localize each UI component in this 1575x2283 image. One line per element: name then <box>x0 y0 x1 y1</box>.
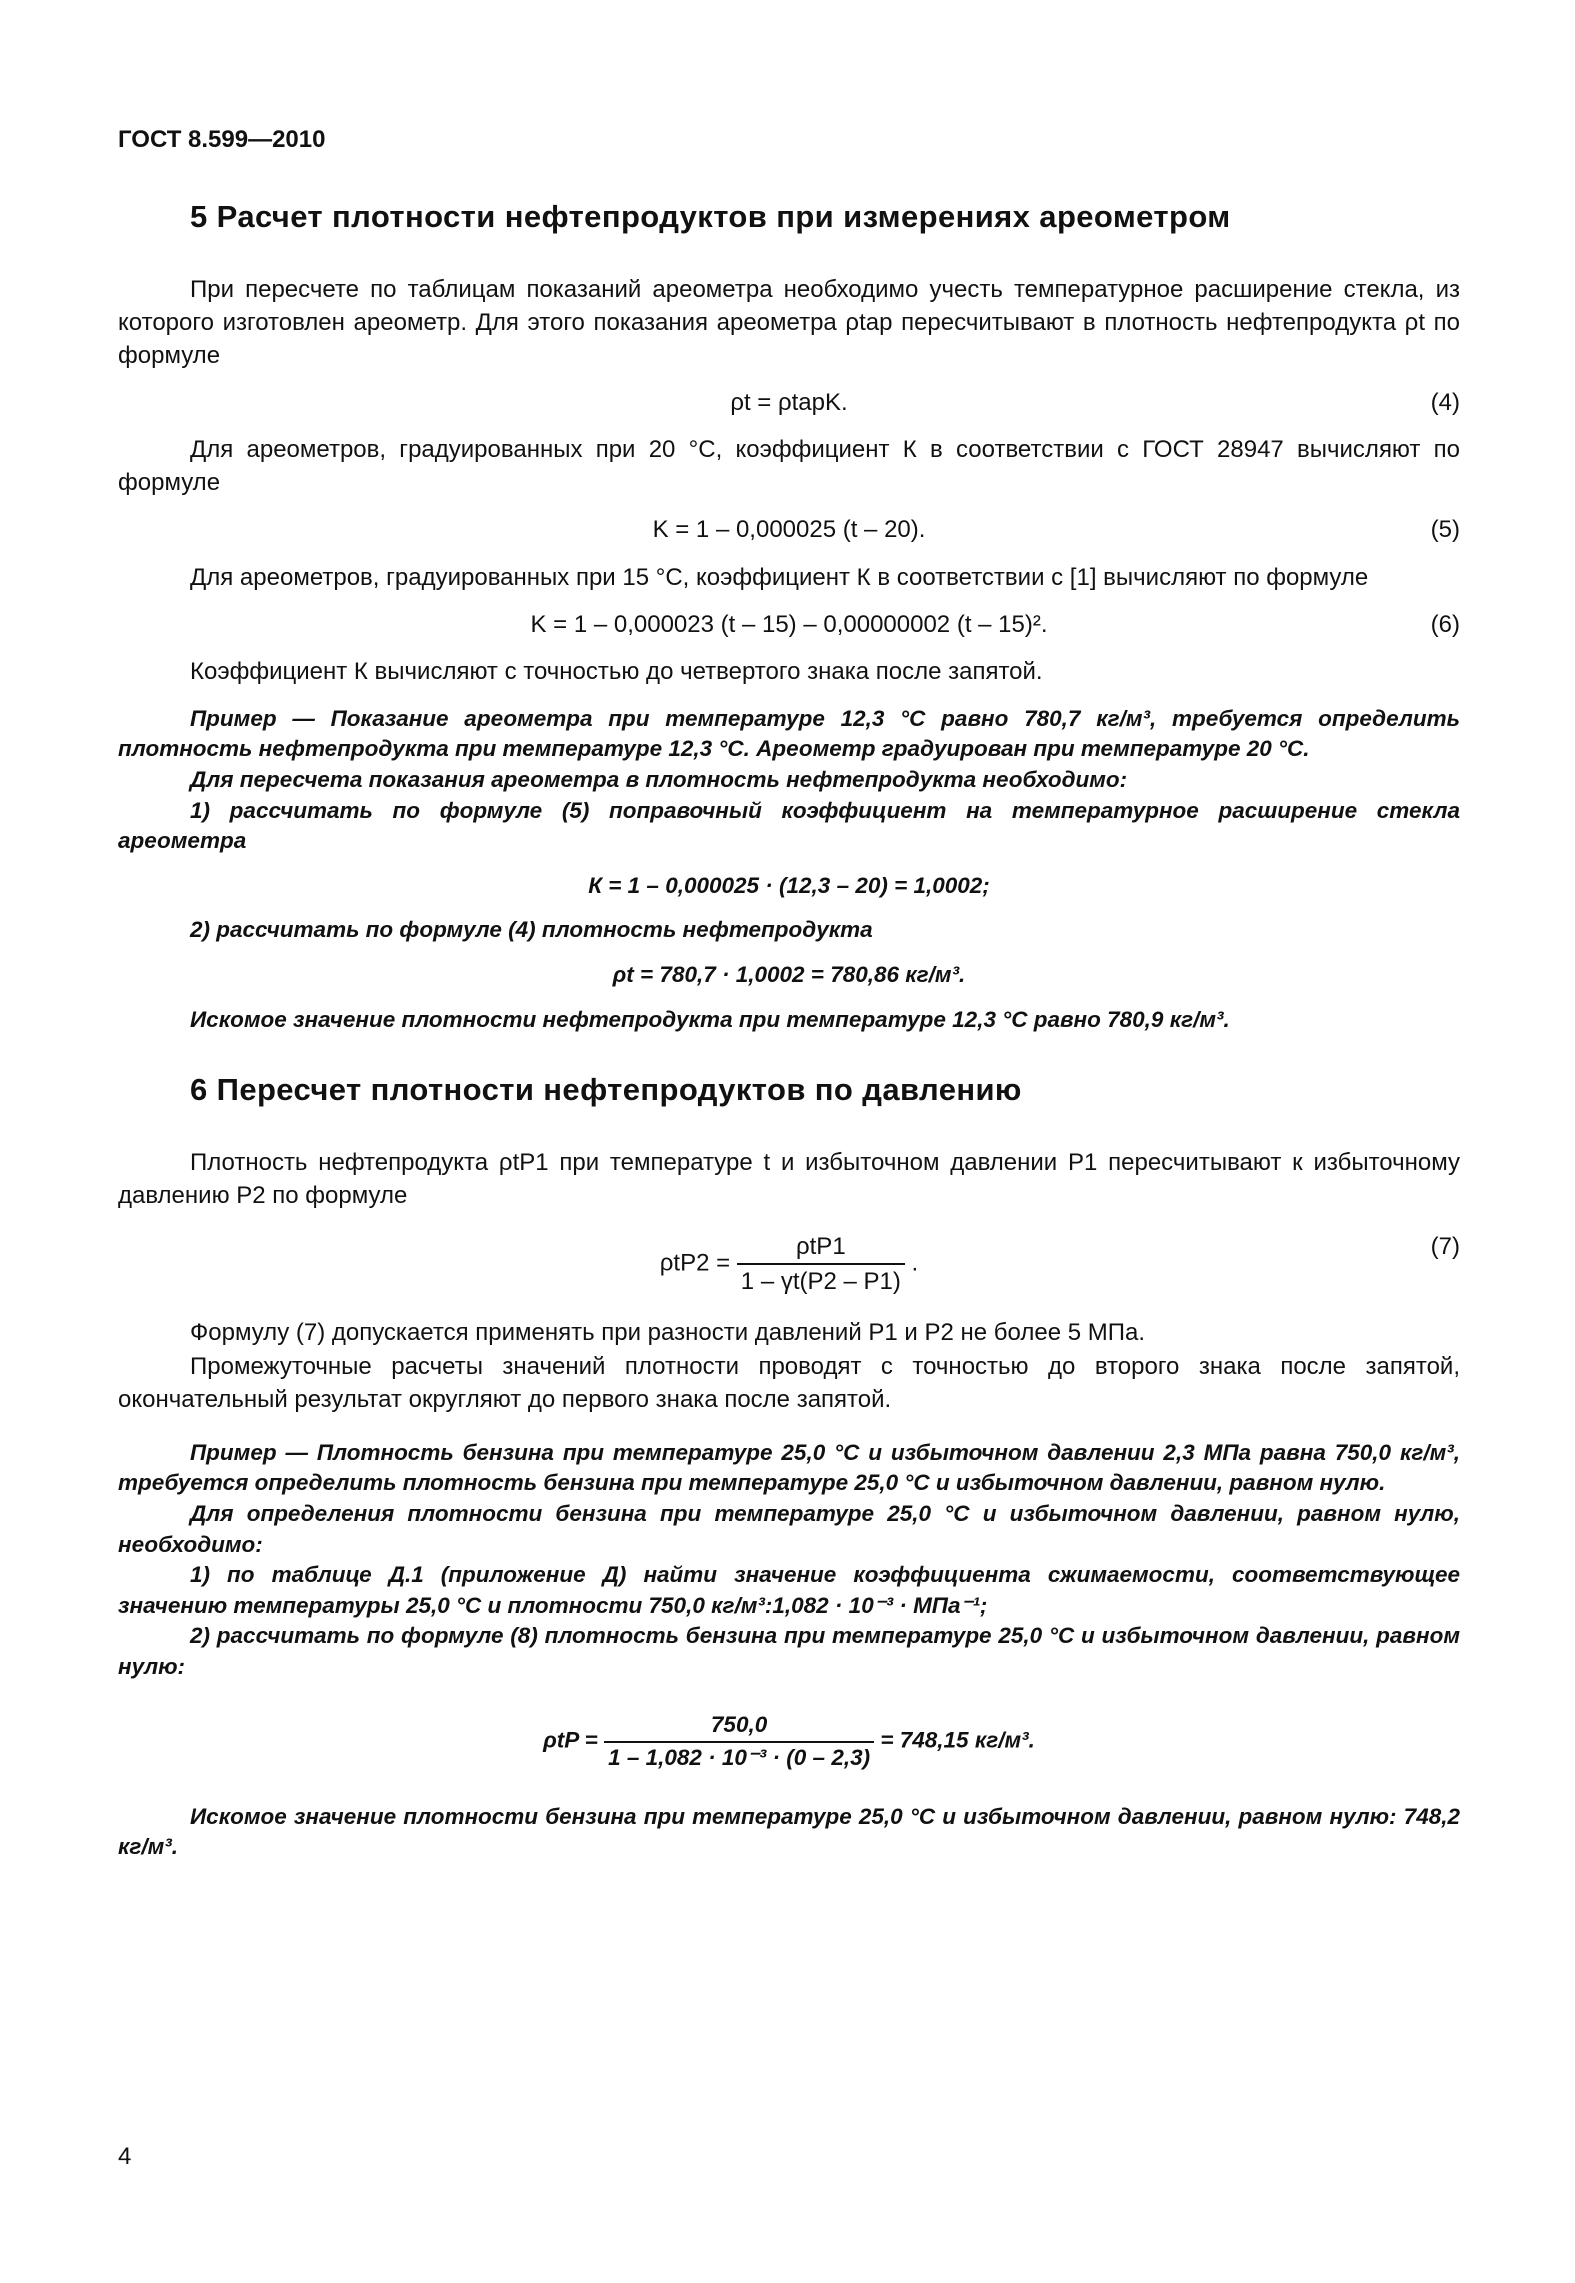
formula-5-expression: K = 1 – 0,000025 (t – 20). <box>652 516 926 544</box>
formula-4-expression: ρt = ρtapK. <box>730 389 848 417</box>
formula-5-number: (5) <box>1430 516 1460 544</box>
example-1-line-4: 2) рассчитать по формуле (4) плотность нефтепродукта <box>190 917 873 943</box>
example-2-line-3: 1) по таблице Д.1 (приложение Д) найти значение коэффициента сжимаемости, соответствующее значению температуры 25,0 °С и плотности 750,0 кг/м³:1,082 · 10⁻³ · МПа⁻¹; <box>118 1562 1460 1618</box>
formula-7-dot: . <box>911 1249 919 1277</box>
section-5-paragraph-2: Для ареометров, градуированных при 20 °С, коэффициент К в соответствии с ГОСТ 28947 вычисляют по формуле <box>118 436 1460 497</box>
formula-7-numerator: ρtP1 <box>795 1233 846 1261</box>
example-1-line-3: 1) рассчитать по формуле (5) поправочный коэффициент на температурное расширение стекла ареометра <box>118 797 1460 854</box>
example-2-line-4: 2) рассчитать по формуле (8) плотность бензина при температуре 25,0 °С и избыточном давлении, равном нулю: <box>118 1623 1460 1679</box>
section-6-title: 6 Пересчет плотности нефтепродуктов по давлению <box>190 1072 1022 1108</box>
formula-7-denominator: 1 – γt(P2 – P1) <box>737 1263 905 1298</box>
example-2-formula-lhs: ρtP = <box>543 1728 598 1754</box>
page-number: 4 <box>118 2143 132 2170</box>
formula-6-number: (6) <box>1430 610 1460 638</box>
example-1-formula-2: ρt = 780,7 · 1,0002 = 780,86 кг/м³. <box>612 962 966 988</box>
example-2-formula-denominator: 1 – 1,082 · 10⁻³ · (0 – 2,3) <box>604 1741 874 1774</box>
section-5-title: 5 Расчет плотности нефтепродуктов при измерениях ареометром <box>190 199 1231 234</box>
example-2-line-2: Для определения плотности бензина при температуре 25,0 °С и избыточном давлении, равном нулю, необходимо: <box>118 1500 1460 1557</box>
formula-7-number: (7) <box>1430 1233 1460 1261</box>
formula-4 <box>118 386 1460 419</box>
example-2-formula-rhs: = 748,15 кг/м³. <box>880 1728 1035 1754</box>
formula-7 <box>118 1230 1460 1298</box>
section-5-paragraph-1: При пересчете по таблицам показаний ареометра необходимо учесть температурное расширение стекла, из которого изготовлен ареометр. Для этого показания ареометра ρtap пересчитывают в плотность нефтепродукта ρt по формуле <box>118 275 1460 369</box>
example-1-line-1: Пример — Показание ареометра при температуре 12,3 °С равно 780,7 кг/м³, требуется определить плотность нефтепродукта при температуре 12,3 °С. Ареометр градуирован при температуре 20 °С. <box>118 705 1460 762</box>
formula-5 <box>118 513 1460 546</box>
example-2-line-1: Пример — Плотность бензина при температуре 25,0 °С и избыточном давлении 2,3 МПа равна 750,0 кг/м³, требуется определить плотность бензина при температуре 25,0 °С и избыточном давлении, равном нулю. <box>118 1439 1460 1496</box>
formula-7-fraction <box>737 1230 905 1298</box>
example-2-formula-numerator: 750,0 <box>710 1712 768 1738</box>
section-6-paragraph-2: Формулу (7) допускается применять при разности давлений P1 и P2 не более 5 МПа. <box>190 1319 1146 1347</box>
document-header: ГОСТ 8.599—2010 <box>118 126 326 153</box>
example-1-formula-1: К = 1 – 0,000025 · (12,3 – 20) = 1,0002; <box>588 872 990 898</box>
example-2 <box>118 1438 1460 1863</box>
section-6-paragraph-1: Плотность нефтепродукта ρtP1 при температуре t и избыточном давлении P1 пересчитывают к избыточному давлению P2 по формуле <box>118 1148 1460 1210</box>
formula-6 <box>118 608 1460 641</box>
example-2-formula <box>118 1710 1460 1773</box>
example-1-line-2: Для пересчета показания ареометра в плотность нефтепродукта необходимо: <box>190 767 1128 793</box>
formula-4-number: (4) <box>1430 389 1460 417</box>
formula-6-expression: K = 1 – 0,000023 (t – 15) – 0,00000002 (t – 15)². <box>530 610 1048 638</box>
example-1 <box>118 704 1460 1035</box>
document-body <box>118 196 1460 1863</box>
example-2-result: Искомое значение плотности бензина при температуре 25,0 °С и избыточном давлении, равном нулю: 748,2 кг/м³. <box>118 1803 1460 1860</box>
section-5-paragraph-3: Для ареометров, градуированных при 15 °С, коэффициент К в соответствии с [1] вычисляют по формуле <box>190 563 1369 591</box>
formula-7-lhs: ρtP2 = <box>659 1249 731 1277</box>
example-1-result: Искомое значение плотности нефтепродукта при температуре 12,3 °С равно 780,9 кг/м³. <box>190 1006 1230 1032</box>
example-2-formula-fraction <box>604 1710 874 1773</box>
section-5-paragraph-4: Коэффициент К вычисляют с точностью до четвертого знака после запятой. <box>190 657 1043 685</box>
section-6-paragraph-3: Промежуточные расчеты значений плотности проводят с точностью до второго знака после запятой, окончательный результат округляют до первого знака после запятой. <box>118 1352 1460 1413</box>
